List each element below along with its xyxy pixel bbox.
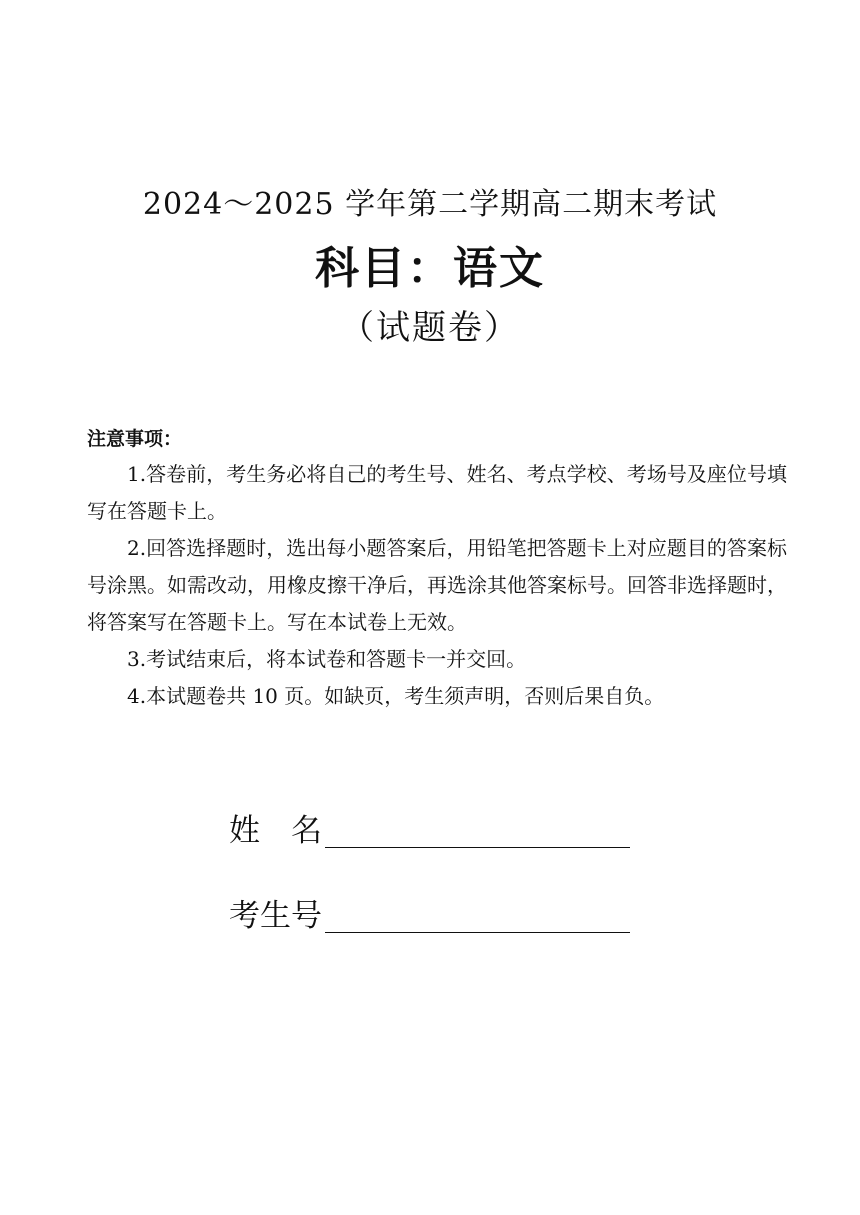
name-field-row xyxy=(229,808,630,854)
paper-type-label: （试题卷） xyxy=(340,308,520,348)
name-field[interactable] xyxy=(325,811,630,848)
notice-item-1: 1.答卷前，考生务必将自己的考生号、姓名、考点学校、考场号及座位号填写在答题卡上。 xyxy=(87,462,787,523)
notice-section xyxy=(87,422,787,715)
student-id-field-row xyxy=(229,893,630,939)
notice-heading: 注意事项： xyxy=(87,428,183,450)
exam-title: 2024～2025 学年第二学期高二期末考试 xyxy=(142,187,718,222)
student-id-label: 考生号 xyxy=(229,898,322,934)
notice-item-2: 2.回答选择题时，选出每小题答案后，用铅笔把答题卡上对应题目的答案标号涂黑。如需改动，用橡皮擦干净后，再选涂其他答案标号。回答非选择题时，将答案写在答题卡上。写在本试卷上无效。 xyxy=(87,536,787,634)
name-label: 姓 名 xyxy=(229,813,322,849)
notice-item-3: 3.考试结束后，将本试卷和答题卡一并交回。 xyxy=(127,647,527,671)
notice-item-4: 4.本试题卷共 10 页。如缺页，考生须声明，否则后果自负。 xyxy=(127,684,665,708)
subject-title: 科目：语文 xyxy=(315,243,545,294)
student-id-field[interactable] xyxy=(325,896,630,933)
